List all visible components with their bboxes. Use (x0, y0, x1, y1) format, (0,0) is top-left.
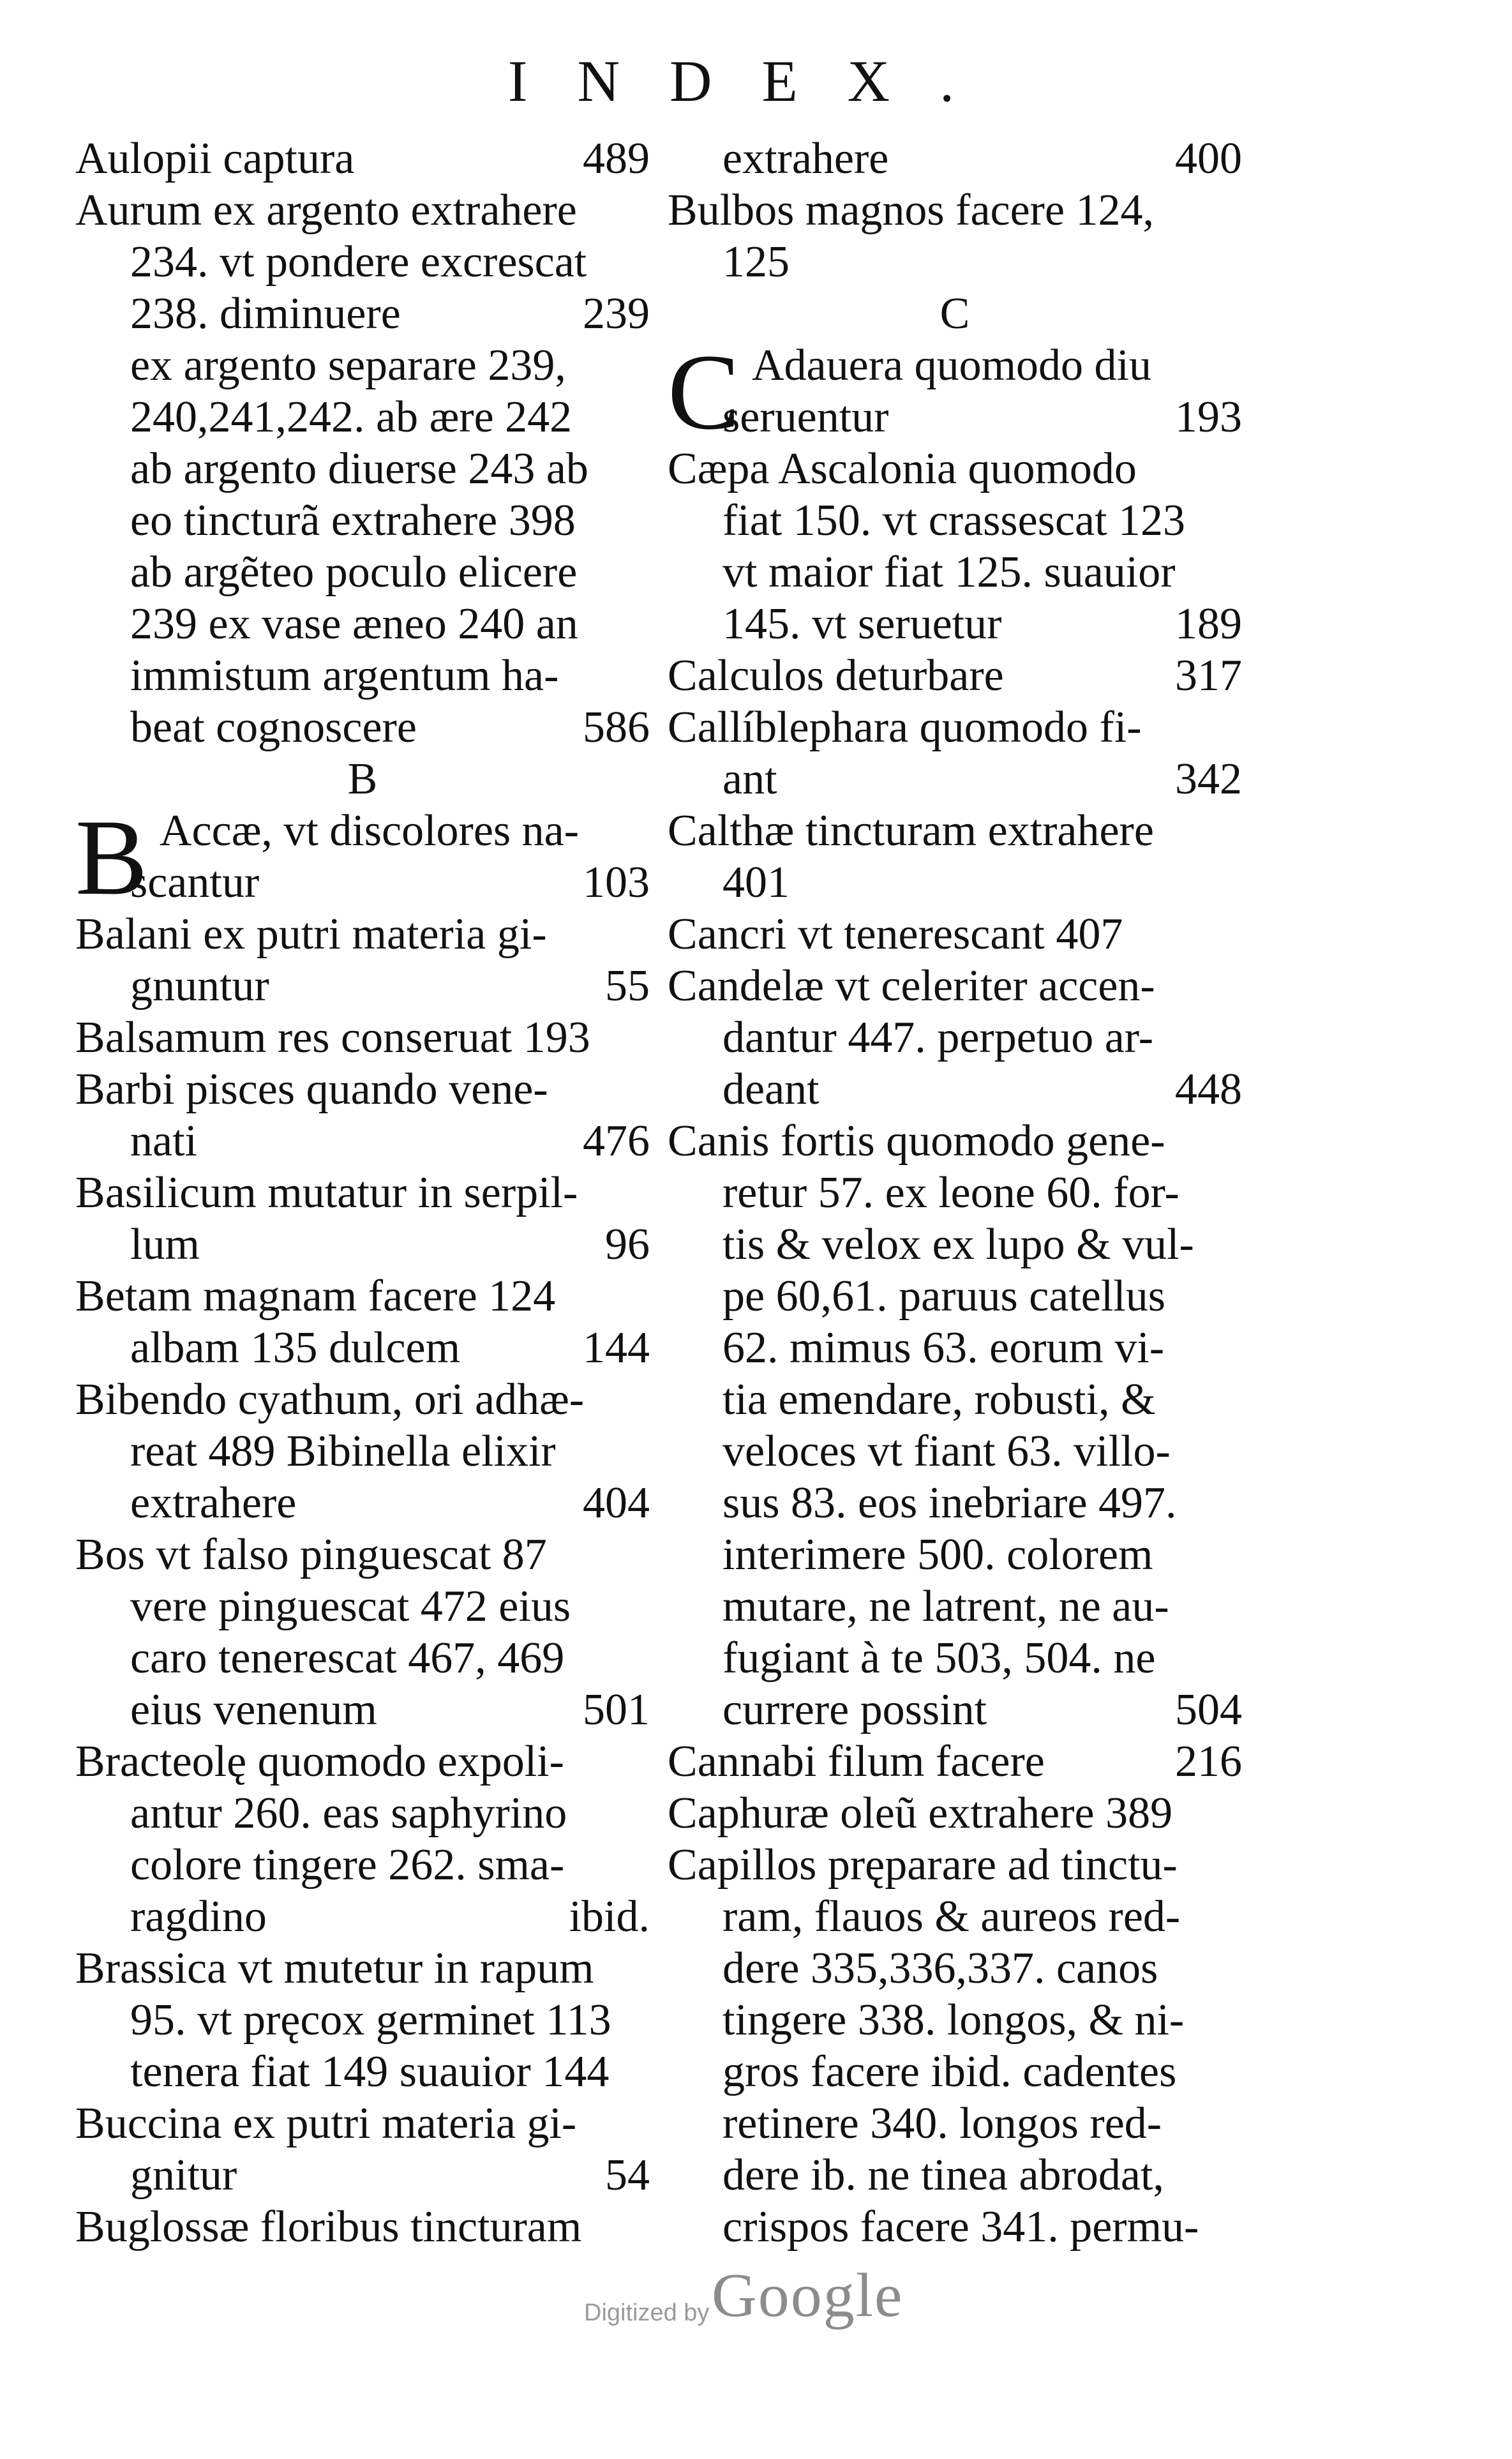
index-entry-text: eo tincturã extrahere 398 (130, 496, 576, 545)
index-entry-line (75, 340, 650, 391)
index-entry-line (668, 236, 1242, 288)
index-entry-text: Bulbos magnos facere 124, (668, 186, 1155, 235)
index-entry-text: sus 83. eos inebriare 497. (722, 1478, 1177, 1528)
index-entry-line (668, 805, 1242, 857)
index-entry-text: 240,241,242. ab ære 242 (130, 393, 573, 442)
index-entry-line (75, 753, 650, 805)
index-entry-text: crispos facere 341. permu- (722, 2202, 1199, 2252)
index-entry-text: extrahere (722, 134, 889, 183)
index-page-number: ibid. (569, 1892, 650, 1941)
index-entry-text: gnitur (130, 2151, 237, 2200)
index-entry-text: 95. vt pręcox germinet 113 (130, 1996, 611, 2045)
index-entry-line (668, 1374, 1242, 1425)
index-page-number: 400 (1175, 134, 1242, 183)
index-entry-text: gnuntur (130, 961, 269, 1011)
index-entry-line (75, 1943, 650, 1994)
index-page-number: 404 (583, 1478, 650, 1528)
index-entry-text: ex argento separare 239, (130, 341, 566, 390)
index-entry-line (668, 1684, 1242, 1736)
index-entry-line (75, 1064, 650, 1115)
index-page-number: 342 (1175, 755, 1242, 804)
index-entry-text: ragdino (130, 1892, 267, 1941)
index-entry-line (75, 443, 650, 495)
index-entry-text: Bibendo cyathum, ori adhæ- (75, 1375, 585, 1424)
index-entry-line (75, 598, 650, 650)
index-entry-text: immistum argentum ha- (130, 651, 559, 700)
index-entry-line (75, 908, 650, 960)
index-entry-text: beat cognoscere (130, 703, 417, 752)
index-entry-text: extrahere (130, 1478, 297, 1528)
index-entry-text: vere pinguescat 472 eius (130, 1582, 571, 1631)
index-entry-line (75, 1425, 650, 1477)
index-entry-line (75, 702, 650, 753)
index-entry-text: vt maior fiat 125. suauior (722, 548, 1176, 597)
index-entry-text: 145. vt seruetur (722, 599, 1002, 649)
index-entry-text: Callíblephara quomodo fi- (668, 703, 1142, 752)
index-entry-line (668, 1943, 1242, 1994)
index-entry-line (75, 1529, 650, 1581)
index-entry-text: Capillos pręparare ad tinctu- (668, 1840, 1178, 1890)
index-entry-line (75, 1736, 650, 1787)
index-entry-line (75, 1839, 650, 1891)
index-entry-text: Buglossæ floribus tincturam (75, 2202, 582, 2252)
index-entry-line (668, 2046, 1242, 2098)
index-page-number: 501 (583, 1685, 650, 1734)
index-entry-text: eius venenum (130, 1685, 377, 1734)
google-logo: Google (712, 2261, 904, 2330)
index-entry-line (668, 1994, 1242, 2046)
index-page-number: 193 (1175, 393, 1242, 442)
index-entry-line (668, 1477, 1242, 1529)
index-entry-text: Candelæ vt celeriter accen- (668, 961, 1155, 1011)
index-entry-line (75, 1994, 650, 2046)
index-entry-text: reat 489 Bibinella elixir (130, 1427, 556, 1476)
index-page-number: 586 (583, 703, 650, 752)
drop-cap-letter: C (668, 332, 740, 452)
index-entry-line (668, 1891, 1242, 1943)
index-entry-text: ab argento diuerse 243 ab (130, 444, 588, 493)
index-entry-text: Buccina ex putri materia gi- (75, 2099, 577, 2148)
index-page-number: 55 (605, 961, 650, 1011)
index-entry-text: veloces vt fiant 63. villo- (722, 1427, 1171, 1476)
index-page-number: 476 (583, 1117, 650, 1166)
digitized-by-text: Digitized by (584, 2299, 710, 2326)
index-entry-text: dere 335,336,337. canos (722, 1944, 1158, 1993)
index-page-number: 103 (583, 858, 650, 907)
index-entry-line (668, 2201, 1242, 2253)
index-page-number: 96 (605, 1220, 650, 1269)
index-page-number: 144 (583, 1323, 650, 1372)
index-entry-line (668, 1064, 1242, 1115)
index-entry-line (668, 1322, 1242, 1374)
index-entry-line (668, 2098, 1242, 2149)
index-entry-text: Canis fortis quomodo gene- (668, 1117, 1165, 1166)
index-entry-line (668, 443, 1242, 495)
index-entry-line (668, 1736, 1242, 1787)
index-entry-text: Cancri vt tenerescant 407 (668, 910, 1123, 959)
index-entry-line (668, 133, 1242, 184)
index-entry-line (75, 2098, 650, 2149)
index-entry-line (75, 133, 650, 184)
index-entry-line (75, 1581, 650, 1632)
index-entry-text: dere ib. ne tinea abrodat, (722, 2151, 1164, 2200)
index-entry-text: Betam magnam facere 124 (75, 1272, 556, 1321)
index-entry-text: retinere 340. longos red- (722, 2099, 1162, 2148)
index-entry-line (75, 960, 650, 1012)
index-entry-text: 62. mimus 63. eorum vi- (722, 1323, 1165, 1372)
index-entry-text: 238. diminuere (130, 289, 401, 338)
index-entry-line (75, 2046, 650, 2098)
index-entry-line (668, 288, 1242, 340)
index-entry-line (668, 960, 1242, 1012)
index-page-number: 504 (1175, 1685, 1242, 1734)
index-entry-line (668, 546, 1242, 598)
index-entry-text: Bos vt falso pinguescat 87 (75, 1530, 547, 1579)
index-entry-text: ram, flauos & aureos red- (722, 1892, 1181, 1941)
index-entry-text: gros facere ibid. cadentes (722, 2047, 1177, 2096)
index-entry-line (75, 1270, 650, 1322)
drop-cap-letter: B (75, 797, 148, 917)
index-entry-text: ant (722, 755, 777, 804)
index-entry-text: interimere 500. colorem (722, 1530, 1153, 1579)
digitized-watermark (584, 2260, 916, 2336)
index-entry-text: seruentur (722, 393, 889, 442)
index-entry-text: tenera fiat 149 suauior 144 (130, 2047, 610, 2096)
index-entry-text: Bracteolę quomodo expoli- (75, 1737, 564, 1786)
index-entry-text: fugiant à te 503, 504. ne (722, 1634, 1156, 1683)
index-entry-text: Adauera quomodo diu (752, 341, 1151, 390)
index-entry-text: currere possint (722, 1685, 987, 1734)
index-entry-line (75, 1787, 650, 1839)
index-entry-line (668, 1167, 1242, 1219)
index-entry-line (668, 857, 1242, 908)
index-entry-line (75, 236, 650, 288)
index-entry-text: 234. vt pondere excrescat (130, 237, 587, 287)
index-entry-line (75, 1219, 650, 1270)
index-column-left (75, 133, 650, 2253)
index-entry-line (75, 546, 650, 598)
index-entry-line (668, 495, 1242, 546)
index-entry-line (75, 184, 650, 236)
index-entry-text: 401 (722, 858, 790, 907)
index-entry-line (668, 702, 1242, 753)
index-entry-text: Caphuræ oleũ extrahere 389 (668, 1789, 1173, 1838)
page-title: INDEX. (507, 49, 1005, 114)
index-entry-line (668, 1012, 1242, 1064)
index-entry-line (75, 2149, 650, 2201)
index-entry-text: tingere 338. longos, & ni- (722, 1996, 1185, 2045)
index-entry-line (668, 1425, 1242, 1477)
index-entry-text: fiat 150. vt crassescat 123 (722, 496, 1186, 545)
index-entry-text: colore tingere 262. sma- (130, 1840, 565, 1890)
index-page-number: 317 (1175, 651, 1242, 700)
index-page-number: 239 (583, 289, 650, 338)
index-entry-text: pe 60,61. paruus catellus (722, 1272, 1165, 1321)
index-page-number: 189 (1175, 599, 1242, 649)
index-entry-line (75, 1477, 650, 1529)
index-entry-text: 239 ex vase æneo 240 an (130, 599, 578, 649)
index-entry-line (75, 1891, 650, 1943)
index-entry-line (668, 391, 1242, 443)
index-page-number: 448 (1175, 1065, 1242, 1114)
index-entry-line (75, 495, 650, 546)
index-entry-line (75, 1322, 650, 1374)
index-entry-text: dantur 447. perpetuo ar- (722, 1013, 1154, 1062)
index-entry-line (668, 1529, 1242, 1581)
index-entry-line (668, 908, 1242, 960)
index-page-number: 489 (583, 134, 650, 183)
index-entry-line (668, 598, 1242, 650)
index-entry-line (668, 1270, 1242, 1322)
index-entry-line (75, 1632, 650, 1684)
index-entry-line (668, 184, 1242, 236)
index-entry-text: antur 260. eas saphyrino (130, 1789, 567, 1838)
index-entry-line (668, 1219, 1242, 1270)
index-entry-text: Brassica vt mutetur in rapum (75, 1944, 594, 1993)
index-entry-text: Cannabi filum facere (668, 1737, 1045, 1786)
index-entry-text: albam 135 dulcem (130, 1323, 461, 1372)
index-column-right (668, 133, 1242, 2253)
index-entry-line (668, 1839, 1242, 1891)
index-entry-text: tia emendare, robusti, & (722, 1375, 1156, 1424)
index-entry-line (668, 753, 1242, 805)
index-entry-text: Calthæ tincturam extrahere (668, 806, 1154, 855)
index-page-number: 216 (1175, 1737, 1242, 1786)
index-entry-text: Balsamum res conseruat 193 (75, 1013, 590, 1062)
index-page-number: 54 (605, 2151, 650, 2200)
index-entry-text: nati (130, 1117, 197, 1166)
index-entry-line (668, 1115, 1242, 1167)
section-letter-heading: B (347, 755, 378, 804)
index-entry-text: Barbi pisces quando vene- (75, 1065, 548, 1114)
index-entry-text: caro tenerescat 467, 469 (130, 1634, 565, 1683)
index-entry-text: retur 57. ex leone 60. for- (722, 1168, 1179, 1217)
index-entry-line (75, 2201, 650, 2253)
section-letter-heading: C (939, 289, 970, 338)
index-entry-text: lum (130, 1220, 200, 1269)
index-entry-text: Aurum ex argento extrahere (75, 186, 577, 235)
index-entry-line (668, 1581, 1242, 1632)
index-entry-line (75, 650, 650, 702)
index-entry-line (75, 288, 650, 340)
index-entry-line (75, 391, 650, 443)
index-entry-line (75, 857, 650, 908)
index-entry-line (668, 1787, 1242, 1839)
index-entry-text: scantur (130, 858, 260, 907)
index-entry-line (668, 1632, 1242, 1684)
index-entry-line (75, 1012, 650, 1064)
index-entry-text: ab argẽteo poculo elicere (130, 548, 578, 597)
index-entry-text: Cæpa Ascalonia quomodo (668, 444, 1137, 493)
index-entry-text: tis & velox ex lupo & vul- (722, 1220, 1194, 1269)
index-entry-line (75, 1167, 650, 1219)
index-entry-text: 125 (722, 237, 790, 287)
index-entry-text: deant (722, 1065, 820, 1114)
index-entry-text: Calculos deturbare (668, 651, 1004, 700)
index-entry-text: mutare, ne latrent, ne au- (722, 1582, 1169, 1631)
index-entry-line (75, 1374, 650, 1425)
index-entry-line (75, 1684, 650, 1736)
index-entry-text: Aulopii captura (75, 134, 355, 183)
index-entry-line (668, 2149, 1242, 2201)
index-entry-text: Balani ex putri materia gi- (75, 910, 547, 959)
index-entry-text: Accæ, vt discolores na- (160, 806, 580, 855)
index-entry-text: Basilicum mutatur in serpil- (75, 1168, 578, 1217)
index-entry-line (75, 1115, 650, 1167)
index-entry-line (668, 650, 1242, 702)
